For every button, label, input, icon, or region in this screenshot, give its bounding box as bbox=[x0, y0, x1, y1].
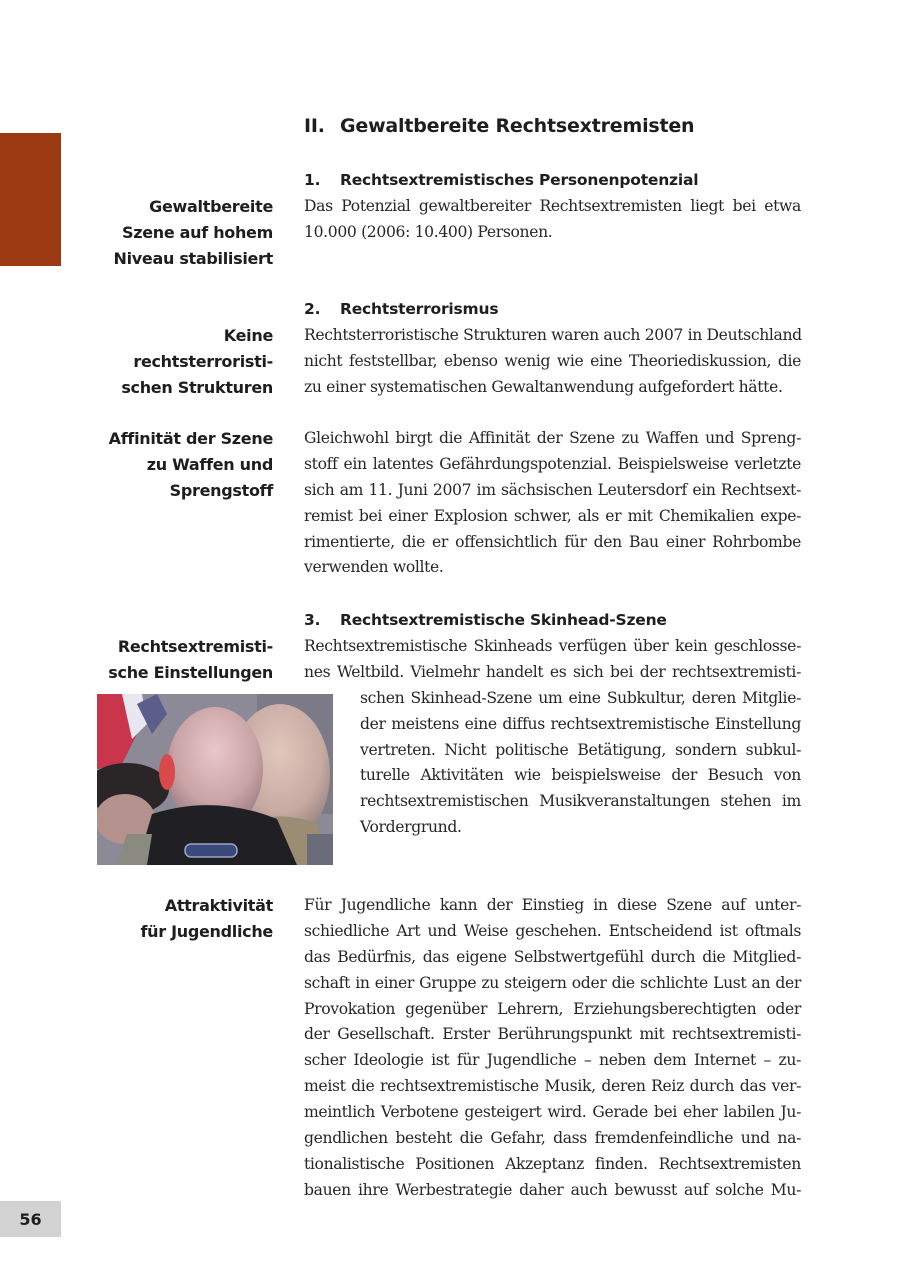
text-line: sich am 11. Juni 2007 im sächsischen Leutersdorf ein Rechtsext- bbox=[304, 480, 801, 499]
subsection-heading-1 bbox=[304, 171, 698, 189]
text-line: Für Jugendliche kann der Einstieg in diese Szene auf unter- bbox=[304, 896, 801, 914]
text-line: gendlichen besteht die Gefahr, dass fremdenfeindliche und na- bbox=[304, 1129, 801, 1148]
text-line: Rechtsterroristische Strukturen waren auch 2007 in Deutschland bbox=[304, 326, 802, 344]
margin-note-line: Rechtsextremisti- bbox=[117, 637, 273, 656]
text-line: nes Weltbild. Vielmehr handelt es sich bei der rechtsextremisti- bbox=[304, 662, 801, 681]
section-heading bbox=[304, 115, 694, 137]
text-line: nicht feststellbar, ebenso wenig wie eine Theoriediskussion, die bbox=[304, 351, 801, 370]
subsection-title: Rechtsterrorismus bbox=[340, 300, 499, 318]
text-line: meist die rechtsextremistische Musik, deren Reiz durch das ver- bbox=[304, 1077, 801, 1096]
margin-note-affinitaet bbox=[109, 426, 273, 504]
text-line: stoff ein latentes Gefährdungspotenzial. Beispielsweise verletzte bbox=[304, 454, 801, 473]
subsection-heading-3 bbox=[304, 611, 667, 629]
text-line: 10.000 (2006: 10.400) Personen. bbox=[304, 222, 553, 241]
margin-note-line: schen Strukturen bbox=[121, 377, 273, 397]
margin-note-line: sche Einstellungen bbox=[108, 662, 273, 682]
text-line: rechtsextremistischen Musikveranstaltungen stehen im bbox=[360, 792, 801, 811]
margin-note-gewaltbereite-szene bbox=[114, 194, 274, 272]
subsection-number: 2. bbox=[304, 300, 321, 318]
page-number: 56 bbox=[0, 1201, 61, 1237]
paragraph bbox=[304, 893, 801, 1204]
subsection-number: 1. bbox=[304, 171, 321, 189]
margin-note-line: für Jugendliche bbox=[140, 921, 273, 941]
paragraph bbox=[304, 634, 801, 841]
text-line: schaft in einer Gruppe zu steigern oder die schlichte Lust an der bbox=[304, 973, 801, 992]
margin-note-line: zu Waffen und bbox=[146, 454, 273, 474]
text-line: rimentierte, die er offensichtlich für den Bau einer Rohrbombe bbox=[304, 532, 801, 551]
text-line: schiedliche Art und Weise geschehen. Entscheidend ist oftmals bbox=[304, 921, 801, 940]
margin-note-einstellungen bbox=[108, 634, 273, 686]
paragraph bbox=[304, 426, 801, 581]
margin-note-attraktivitaet bbox=[140, 893, 273, 945]
text-line: vertreten. Nicht politische Betätigung, sondern subkul- bbox=[360, 740, 801, 759]
text-line: bauen ihre Werbestrategie daher auch bewusst auf solche Mu- bbox=[304, 1180, 801, 1199]
subsection-title: Rechtsextremistisches Personenpotenzial bbox=[340, 171, 699, 189]
margin-note-line: rechtsterroristi- bbox=[133, 351, 273, 371]
text-line: remist bei einer Explosion schwer, als er mit Chemikalien expe- bbox=[304, 506, 801, 525]
text-line: schen Skinhead-Szene um eine Subkultur, deren Mitglie- bbox=[360, 688, 801, 707]
margin-note-line: Gewaltbereite bbox=[149, 197, 273, 216]
margin-note-keine-strukturen bbox=[121, 323, 273, 401]
text-line: turelle Aktivitäten wie beispielsweise der Besuch von bbox=[360, 766, 801, 785]
subsection-number: 3. bbox=[304, 611, 321, 629]
section-heading-title: Gewaltbereite Rechtsextremisten bbox=[340, 115, 695, 137]
text-line: zu einer systematischen Gewaltanwendung aufgefordert hätte. bbox=[304, 377, 783, 396]
photo-illustration bbox=[97, 694, 333, 865]
text-line: der meistens eine diffus rechtsextremistische Einstellung bbox=[360, 714, 801, 733]
chapter-accent-bar bbox=[0, 133, 61, 266]
text-line: Gleichwohl birgt die Affinität der Szene zu Waffen und Spreng- bbox=[304, 429, 801, 447]
margin-note-line: Affinität der Szene bbox=[108, 429, 273, 448]
section-heading-number: II. bbox=[304, 115, 325, 137]
paragraph bbox=[304, 194, 801, 246]
text-line: Provokation gegenüber Lehrern, Erziehungsberechtigten oder bbox=[304, 999, 801, 1018]
subsection-title: Rechtsextremistische Skinhead-Szene bbox=[340, 611, 667, 629]
margin-note-line: Szene auf hohem bbox=[121, 222, 273, 242]
text-line: meintlich Verbotene gesteigert wird. Gerade bei eher labilen Ju- bbox=[304, 1103, 801, 1122]
margin-note-line: Keine bbox=[223, 326, 273, 345]
skinhead-photo bbox=[97, 694, 333, 865]
paragraph bbox=[304, 323, 801, 401]
subsection-heading-2 bbox=[304, 300, 498, 318]
text-line: scher Ideologie ist für Jugendliche – neben dem Internet – zu- bbox=[304, 1051, 801, 1070]
text-line: der Gesellschaft. Erster Berührungspunkt mit rechtsextremisti- bbox=[304, 1025, 801, 1044]
margin-note-line: Sprengstoff bbox=[169, 480, 273, 500]
text-line: Rechtsextremistische Skinheads verfügen über kein geschlosse- bbox=[304, 637, 801, 655]
text-line: verwenden wollte. bbox=[304, 558, 444, 577]
text-line: tionalistische Positionen Akzeptanz finden. Rechtsextremisten bbox=[304, 1154, 801, 1173]
text-line: Vordergrund. bbox=[360, 818, 462, 837]
text-line: das Bedürfnis, das eigene Selbstwertgefühl durch die Mitglied- bbox=[304, 947, 801, 966]
text-line: Das Potenzial gewaltbereiter Rechtsextremisten liegt bei etwa bbox=[304, 197, 801, 215]
margin-note-line: Niveau stabilisiert bbox=[113, 248, 273, 268]
margin-note-line: Attraktivität bbox=[164, 896, 273, 915]
